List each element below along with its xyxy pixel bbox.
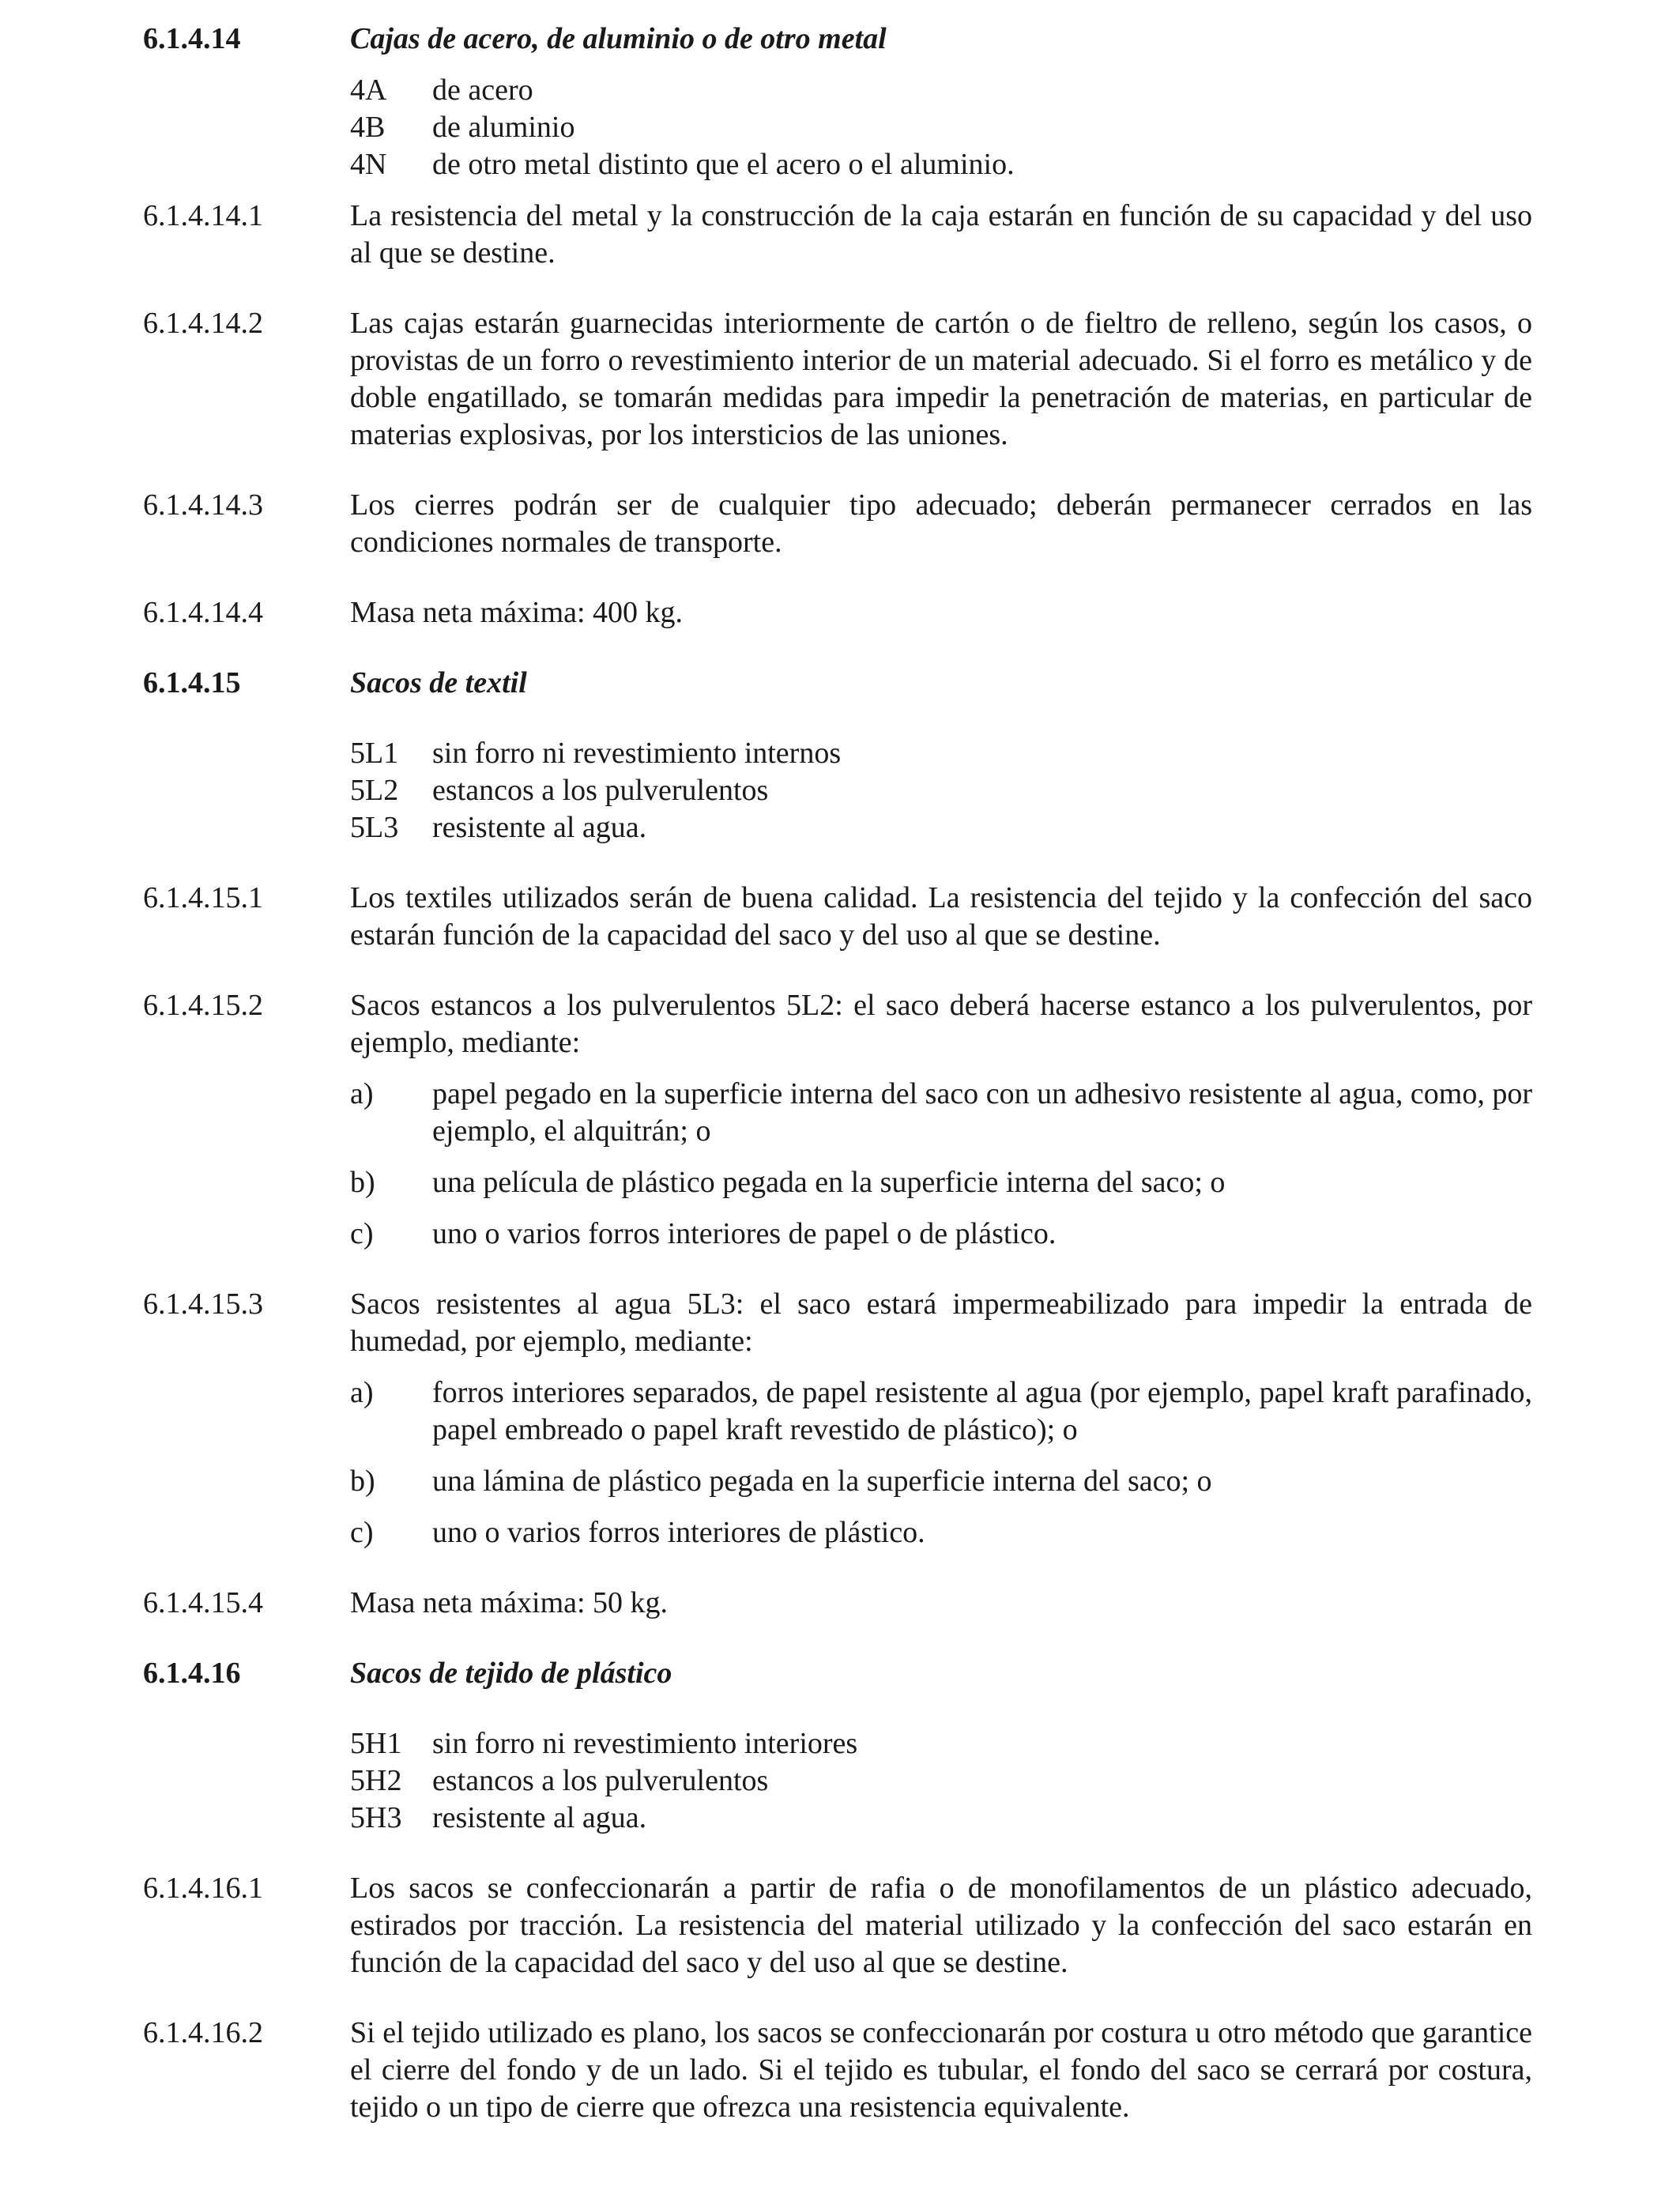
paragraph-number: 6.1.4.14.3: [143, 488, 263, 522]
list-item: [350, 1374, 1532, 1449]
code-text: resistente al agua.: [432, 1801, 647, 1834]
code-text: de otro metal distinto que el acero o el aluminio.: [432, 148, 1015, 181]
paragraph-text: Masa neta máxima: 50 kg.: [350, 1586, 669, 1619]
code-text: sin forro ni revestimiento internos: [432, 737, 842, 770]
paragraph-6-1-4-14-4: [143, 594, 1532, 631]
paragraph-number: 6.1.4.15.3: [143, 1287, 263, 1321]
paragraph-number: 6.1.4.14.1: [143, 199, 263, 232]
paragraph-text: La resistencia del metal y la construcción de la caja estarán en función de su capacidad y del uso al que se destine.: [350, 199, 1532, 270]
code-row: [350, 72, 1532, 109]
list-item-text: forros interiores separados, de papel resistente al agua (por ejemplo, papel kraft parafinado, papel embreado o papel kraft revestido de plástico); o: [432, 1376, 1532, 1446]
code-row: [350, 146, 1532, 183]
paragraph-6-1-4-15-4: [143, 1585, 1532, 1622]
code-row: [350, 1800, 1532, 1837]
paragraph-6-1-4-15-2: [143, 987, 1532, 1253]
paragraph-text: Si el tejido utilizado es plano, los sacos se confeccionarán por costura u otro método que garantice el cierre del fondo y de un lado. Si el tejido es tubular, el fondo del saco se cerrará por costura, tejido o un tipo de cierre que ofrezca una resistencia equivalente.: [350, 2016, 1532, 2124]
code-row: [350, 1725, 1532, 1762]
code: 5L1: [350, 737, 399, 770]
list-item-text: una película de plástico pegada en la superficie interna del saco; o: [432, 1166, 1226, 1199]
section-number: 6.1.4.16: [143, 1657, 241, 1690]
code: 5L3: [350, 811, 399, 844]
section-heading-6-1-4-15: [143, 665, 1532, 702]
paragraph-number: 6.1.4.15.4: [143, 1586, 263, 1619]
paragraph-number: 6.1.4.15.1: [143, 881, 263, 914]
paragraph-number: 6.1.4.15.2: [143, 989, 263, 1022]
code: 4B: [350, 111, 386, 144]
list-item: [350, 1463, 1532, 1500]
code: 5H3: [350, 1801, 402, 1834]
paragraph-6-1-4-16-2: [143, 2015, 1532, 2126]
list-item-label: b): [350, 1465, 375, 1498]
code: 5H1: [350, 1727, 402, 1760]
code: 5L2: [350, 774, 399, 807]
list-item-label: a): [350, 1077, 374, 1110]
code-text: sin forro ni revestimiento interiores: [432, 1727, 858, 1760]
code-text: estancos a los pulverulentos: [432, 774, 769, 807]
paragraph-text: Los sacos se confeccionarán a partir de rafia o de monofilamentos de un plástico adecuado, estirados por tracción. La resistencia del material utilizado y la confección del saco estarán en función de la capacidad del saco y del uso al que se destine.: [350, 1872, 1532, 1979]
code-row: [350, 809, 1532, 846]
paragraph-text: Sacos resistentes al agua 5L3: el saco estará impermeabilizado para impedir la entrada de humedad, por ejemplo, mediante:: [350, 1287, 1532, 1358]
list-item-label: c): [350, 1217, 374, 1250]
code-text: resistente al agua.: [432, 811, 647, 844]
paragraph-6-1-4-16-1: [143, 1870, 1532, 1981]
list-item-label: a): [350, 1376, 374, 1409]
paragraph-text: Sacos estancos a los pulverulentos 5L2: el saco deberá hacerse estanco a los pulverulentos, por ejemplo, mediante:: [350, 989, 1532, 1059]
list-item: [350, 1164, 1532, 1201]
paragraph-number: 6.1.4.16.1: [143, 1872, 263, 1905]
paragraph-number: 6.1.4.14.2: [143, 307, 263, 340]
list-item-text: papel pegado en la superficie interna del saco con un adhesivo resistente al agua, como, por ejemplo, el alquitrán; o: [432, 1077, 1532, 1148]
code-row: [350, 109, 1532, 146]
list-item: [350, 1076, 1532, 1150]
section-number: 6.1.4.14: [143, 22, 241, 55]
paragraph-6-1-4-14-2: [143, 305, 1532, 454]
code-list-6-1-4-14: [143, 72, 1532, 183]
code-row: [350, 772, 1532, 809]
code: 4N: [350, 148, 387, 181]
list-item-label: c): [350, 1516, 374, 1549]
list-item-text: uno o varios forros interiores de plástico.: [432, 1516, 925, 1549]
list-item: [350, 1514, 1532, 1551]
paragraph-6-1-4-15-3: [143, 1286, 1532, 1551]
list-item: [350, 1216, 1532, 1253]
list-item-text: uno o varios forros interiores de papel o de plástico.: [432, 1217, 1057, 1250]
code-text: de acero: [432, 74, 533, 107]
code-list-6-1-4-15: [143, 735, 1532, 846]
document-page: [143, 21, 1532, 2126]
section-number: 6.1.4.15: [143, 666, 241, 699]
section-heading-6-1-4-14: [143, 21, 1532, 58]
section-title: Sacos de textil: [350, 666, 527, 699]
code-text: estancos a los pulverulentos: [432, 1764, 769, 1797]
list-item-label: b): [350, 1166, 375, 1199]
section-heading-6-1-4-16: [143, 1655, 1532, 1692]
section-title: Sacos de tejido de plástico: [350, 1657, 672, 1690]
code-row: [350, 1762, 1532, 1800]
code: 4A: [350, 74, 387, 107]
section-title: Cajas de acero, de aluminio o de otro metal: [350, 22, 887, 55]
code-row: [350, 735, 1532, 772]
paragraph-number: 6.1.4.14.4: [143, 596, 263, 629]
list-item-text: una lámina de plástico pegada en la superficie interna del saco; o: [432, 1465, 1212, 1498]
paragraph-text: Las cajas estarán guarnecidas interiormente de cartón o de fieltro de relleno, según los casos, o provistas de un forro o revestimiento interior de un material adecuado. Si el forro es metálico y de doble engatillado, se tomarán medidas para impedir la penetración de materias, en particular de materias explosivas, por los intersticios de las uniones.: [350, 307, 1532, 451]
paragraph-6-1-4-14-1: [143, 198, 1532, 272]
paragraph-number: 6.1.4.16.2: [143, 2016, 263, 2049]
paragraph-text: Masa neta máxima: 400 kg.: [350, 596, 684, 629]
code: 5H2: [350, 1764, 402, 1797]
paragraph-6-1-4-14-3: [143, 487, 1532, 561]
paragraph-text: Los cierres podrán ser de cualquier tipo adecuado; deberán permanecer cerrados en las condiciones normales de transporte.: [350, 488, 1532, 559]
code-list-6-1-4-16: [143, 1725, 1532, 1837]
paragraph-6-1-4-15-1: [143, 880, 1532, 954]
paragraph-text: Los textiles utilizados serán de buena calidad. La resistencia del tejido y la confección del saco estarán función de la capacidad del saco y del uso al que se destine.: [350, 881, 1532, 952]
code-text: de aluminio: [432, 111, 575, 144]
